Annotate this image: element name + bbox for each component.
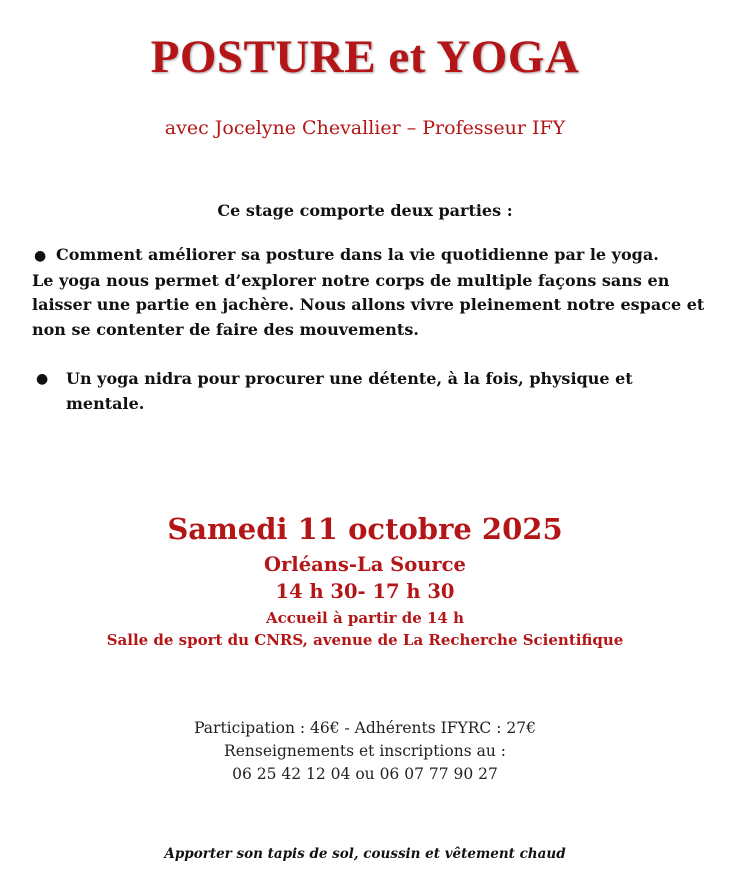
event-venue: Salle de sport du CNRS, avenue de La Recherche Scientifique <box>106 631 624 649</box>
bullet-item-nidra <box>32 367 712 416</box>
price-info: Participation : 46€ - Adhérents IFYRC : 27€ <box>194 719 536 737</box>
event-date: Samedi 11 octobre 2025 <box>167 512 563 546</box>
bullet-body-text: Le yoga nous permet d’explorer notre corps de multiple façons sans en laisser une partie en jachère. Nous allons vivre pleinement notre espace et non se contenter de faire des mouvements. <box>32 270 705 339</box>
footer-note: Apporter son tapis de sol, coussin et vêtement chaud <box>164 846 566 862</box>
bullet-icon: ● <box>36 371 49 387</box>
phone-numbers: 06 25 42 12 04 ou 06 07 77 90 27 <box>232 765 498 783</box>
bullet-icon: ● <box>34 248 47 264</box>
bullet-nidra-text: Un yoga nidra pour procurer une détente, à la fois, physique et mentale. <box>66 369 633 413</box>
event-time: 14 h 30- 17 h 30 <box>275 580 455 603</box>
event-place: Orléans-La Source <box>264 553 466 576</box>
bullet-heading-text: Comment améliorer sa posture dans la vie quotidienne par le yoga. <box>56 245 659 264</box>
page-title: POSTURE et YOGA <box>150 31 580 83</box>
intro-text: Ce stage comporte deux parties : <box>217 201 513 220</box>
event-welcome: Accueil à partir de 14 h <box>265 609 465 627</box>
teacher-subtitle: avec Jocelyne Chevallier – Professeur IFY <box>164 117 566 139</box>
bullet-heading-line <box>32 243 732 269</box>
contact-info: Renseignements et inscriptions au : <box>224 742 506 760</box>
bullet-item-posture <box>32 243 732 342</box>
